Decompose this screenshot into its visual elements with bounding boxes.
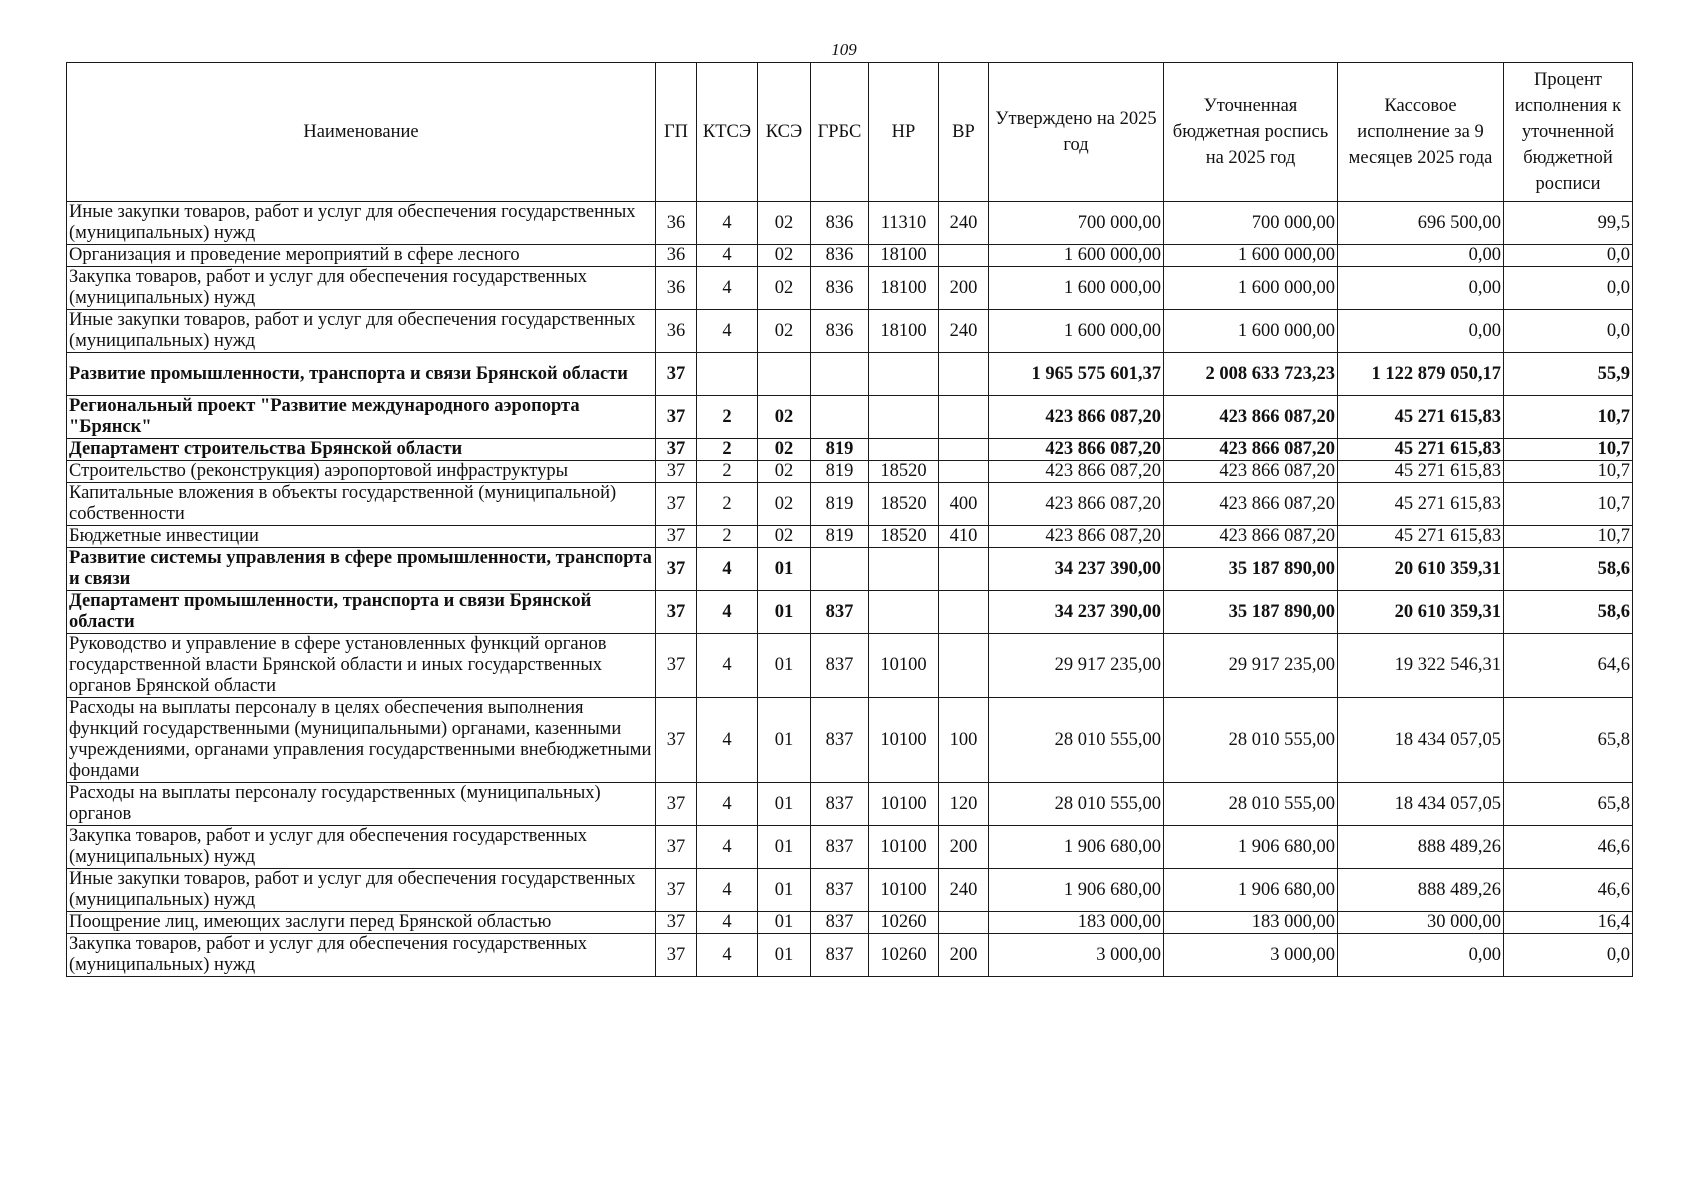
cell-refined: 28 010 555,00 <box>1164 698 1338 783</box>
cell-nr: 18100 <box>869 267 939 310</box>
cell-cash: 45 271 615,83 <box>1338 461 1504 483</box>
cell-approved: 1 906 680,00 <box>989 826 1164 869</box>
cell-cash: 1 122 879 050,17 <box>1338 353 1504 396</box>
cell-name: Организация и проведение мероприятий в сфере лесного <box>67 245 656 267</box>
cell-approved: 34 237 390,00 <box>989 548 1164 591</box>
cell-vr <box>939 634 989 698</box>
table-row <box>67 869 1633 912</box>
cell-name: Развитие промышленности, транспорта и связи Брянской области <box>67 353 656 396</box>
cell-grbs: 837 <box>811 869 869 912</box>
cell-kse: 02 <box>758 461 811 483</box>
cell-percent: 10,7 <box>1504 483 1633 526</box>
cell-cash: 0,00 <box>1338 310 1504 353</box>
cell-approved: 1 906 680,00 <box>989 869 1164 912</box>
cell-percent: 10,7 <box>1504 526 1633 548</box>
cell-approved: 34 237 390,00 <box>989 591 1164 634</box>
cell-cash: 45 271 615,83 <box>1338 483 1504 526</box>
cell-name: Развитие системы управления в сфере промышленности, транспорта и связи <box>67 548 656 591</box>
cell-refined: 28 010 555,00 <box>1164 783 1338 826</box>
cell-name: Иные закупки товаров, работ и услуг для обеспечения государственных (муниципальных) нужд <box>67 869 656 912</box>
header-cash: Кассовое исполнение за 9 месяцев 2025 года <box>1338 63 1504 202</box>
cell-gp: 37 <box>656 698 697 783</box>
cell-name: Капитальные вложения в объекты государственной (муниципальной) собственности <box>67 483 656 526</box>
table-row <box>67 245 1633 267</box>
cell-percent: 46,6 <box>1504 869 1633 912</box>
cell-refined: 1 906 680,00 <box>1164 826 1338 869</box>
cell-approved: 423 866 087,20 <box>989 439 1164 461</box>
cell-kse: 02 <box>758 267 811 310</box>
cell-refined: 1 906 680,00 <box>1164 869 1338 912</box>
table-row <box>67 267 1633 310</box>
cell-approved: 423 866 087,20 <box>989 526 1164 548</box>
cell-percent: 58,6 <box>1504 548 1633 591</box>
cell-vr: 240 <box>939 202 989 245</box>
cell-refined: 35 187 890,00 <box>1164 548 1338 591</box>
header-grbs: ГРБС <box>811 63 869 202</box>
cell-nr <box>869 591 939 634</box>
cell-ktse: 4 <box>697 267 758 310</box>
cell-ktse: 4 <box>697 634 758 698</box>
cell-grbs: 819 <box>811 461 869 483</box>
cell-nr <box>869 548 939 591</box>
cell-approved: 423 866 087,20 <box>989 396 1164 439</box>
header-gp: ГП <box>656 63 697 202</box>
cell-gp: 37 <box>656 461 697 483</box>
cell-percent: 65,8 <box>1504 698 1633 783</box>
cell-approved: 1 600 000,00 <box>989 310 1164 353</box>
header-row <box>67 63 1633 202</box>
header-ktse: КТСЭ <box>697 63 758 202</box>
cell-vr: 200 <box>939 826 989 869</box>
cell-refined: 423 866 087,20 <box>1164 483 1338 526</box>
cell-percent: 10,7 <box>1504 439 1633 461</box>
cell-gp: 37 <box>656 869 697 912</box>
cell-approved: 3 000,00 <box>989 934 1164 977</box>
cell-kse: 01 <box>758 826 811 869</box>
cell-refined: 423 866 087,20 <box>1164 526 1338 548</box>
cell-percent: 10,7 <box>1504 396 1633 439</box>
cell-approved: 29 917 235,00 <box>989 634 1164 698</box>
cell-kse: 01 <box>758 934 811 977</box>
cell-name: Строительство (реконструкция) аэропортовой инфраструктуры <box>67 461 656 483</box>
cell-vr <box>939 591 989 634</box>
cell-name: Иные закупки товаров, работ и услуг для обеспечения государственных (муниципальных) нужд <box>67 310 656 353</box>
cell-cash: 20 610 359,31 <box>1338 591 1504 634</box>
cell-gp: 37 <box>656 783 697 826</box>
cell-name: Закупка товаров, работ и услуг для обеспечения государственных (муниципальных) нужд <box>67 826 656 869</box>
table-row <box>67 439 1633 461</box>
cell-ktse: 4 <box>697 310 758 353</box>
cell-nr: 18520 <box>869 461 939 483</box>
cell-kse: 01 <box>758 783 811 826</box>
cell-vr: 410 <box>939 526 989 548</box>
cell-gp: 37 <box>656 634 697 698</box>
cell-percent: 65,8 <box>1504 783 1633 826</box>
table-row <box>67 202 1633 245</box>
cell-refined: 35 187 890,00 <box>1164 591 1338 634</box>
cell-ktse <box>697 353 758 396</box>
cell-ktse: 4 <box>697 869 758 912</box>
cell-percent: 0,0 <box>1504 310 1633 353</box>
cell-grbs <box>811 548 869 591</box>
cell-refined: 423 866 087,20 <box>1164 396 1338 439</box>
cell-refined: 1 600 000,00 <box>1164 267 1338 310</box>
cell-grbs: 836 <box>811 245 869 267</box>
cell-approved: 1 965 575 601,37 <box>989 353 1164 396</box>
cell-vr <box>939 439 989 461</box>
cell-nr: 10260 <box>869 912 939 934</box>
cell-nr <box>869 396 939 439</box>
cell-grbs: 837 <box>811 934 869 977</box>
table-row <box>67 591 1633 634</box>
cell-gp: 37 <box>656 396 697 439</box>
cell-cash: 45 271 615,83 <box>1338 439 1504 461</box>
cell-vr: 120 <box>939 783 989 826</box>
cell-nr: 10100 <box>869 783 939 826</box>
cell-cash: 18 434 057,05 <box>1338 698 1504 783</box>
cell-gp: 36 <box>656 310 697 353</box>
cell-vr: 400 <box>939 483 989 526</box>
budget-table <box>66 62 1633 977</box>
cell-nr: 18520 <box>869 526 939 548</box>
cell-gp: 37 <box>656 591 697 634</box>
cell-grbs: 837 <box>811 912 869 934</box>
cell-grbs: 836 <box>811 202 869 245</box>
cell-kse: 01 <box>758 698 811 783</box>
cell-kse: 02 <box>758 396 811 439</box>
cell-cash: 888 489,26 <box>1338 869 1504 912</box>
header-nr: НР <box>869 63 939 202</box>
cell-cash: 45 271 615,83 <box>1338 396 1504 439</box>
cell-name: Закупка товаров, работ и услуг для обеспечения государственных (муниципальных) нужд <box>67 934 656 977</box>
page-number: 109 <box>831 40 857 59</box>
cell-gp: 37 <box>656 548 697 591</box>
table-row <box>67 353 1633 396</box>
cell-nr <box>869 353 939 396</box>
cell-cash: 888 489,26 <box>1338 826 1504 869</box>
cell-cash: 0,00 <box>1338 267 1504 310</box>
cell-grbs: 819 <box>811 483 869 526</box>
cell-ktse: 4 <box>697 591 758 634</box>
header-percent: Процент исполнения к уточненной бюджетной росписи <box>1504 63 1633 202</box>
cell-name: Департамент промышленности, транспорта и связи Брянской области <box>67 591 656 634</box>
cell-percent: 99,5 <box>1504 202 1633 245</box>
cell-ktse: 4 <box>697 826 758 869</box>
cell-name: Расходы на выплаты персоналу государственных (муниципальных) органов <box>67 783 656 826</box>
cell-ktse: 2 <box>697 483 758 526</box>
table-row <box>67 396 1633 439</box>
cell-vr: 100 <box>939 698 989 783</box>
cell-refined: 1 600 000,00 <box>1164 245 1338 267</box>
cell-gp: 37 <box>656 439 697 461</box>
cell-percent: 55,9 <box>1504 353 1633 396</box>
cell-ktse: 4 <box>697 548 758 591</box>
table-row <box>67 783 1633 826</box>
cell-nr: 11310 <box>869 202 939 245</box>
cell-grbs: 837 <box>811 826 869 869</box>
cell-nr: 18100 <box>869 310 939 353</box>
cell-gp: 37 <box>656 353 697 396</box>
cell-vr: 240 <box>939 310 989 353</box>
cell-grbs: 837 <box>811 698 869 783</box>
cell-grbs <box>811 396 869 439</box>
table-row <box>67 526 1633 548</box>
cell-kse: 02 <box>758 526 811 548</box>
cell-grbs <box>811 353 869 396</box>
cell-cash: 30 000,00 <box>1338 912 1504 934</box>
cell-vr: 200 <box>939 934 989 977</box>
cell-percent: 16,4 <box>1504 912 1633 934</box>
cell-ktse: 2 <box>697 526 758 548</box>
table-row <box>67 483 1633 526</box>
cell-kse: 01 <box>758 591 811 634</box>
cell-percent: 0,0 <box>1504 267 1633 310</box>
cell-refined: 700 000,00 <box>1164 202 1338 245</box>
cell-approved: 1 600 000,00 <box>989 245 1164 267</box>
cell-kse: 02 <box>758 202 811 245</box>
cell-nr: 10260 <box>869 934 939 977</box>
cell-name: Закупка товаров, работ и услуг для обеспечения государственных (муниципальных) нужд <box>67 267 656 310</box>
cell-percent: 0,0 <box>1504 934 1633 977</box>
cell-refined: 29 917 235,00 <box>1164 634 1338 698</box>
cell-kse: 01 <box>758 548 811 591</box>
cell-kse: 02 <box>758 439 811 461</box>
table-row <box>67 698 1633 783</box>
cell-ktse: 4 <box>697 783 758 826</box>
table-row <box>67 634 1633 698</box>
cell-grbs: 837 <box>811 634 869 698</box>
cell-refined: 3 000,00 <box>1164 934 1338 977</box>
cell-gp: 37 <box>656 483 697 526</box>
cell-gp: 36 <box>656 267 697 310</box>
cell-gp: 36 <box>656 245 697 267</box>
cell-approved: 28 010 555,00 <box>989 783 1164 826</box>
cell-grbs: 837 <box>811 783 869 826</box>
cell-vr <box>939 396 989 439</box>
cell-nr: 18100 <box>869 245 939 267</box>
table-row <box>67 826 1633 869</box>
cell-nr: 10100 <box>869 634 939 698</box>
cell-cash: 20 610 359,31 <box>1338 548 1504 591</box>
cell-approved: 28 010 555,00 <box>989 698 1164 783</box>
cell-grbs: 819 <box>811 439 869 461</box>
cell-cash: 0,00 <box>1338 245 1504 267</box>
cell-kse: 01 <box>758 912 811 934</box>
cell-ktse: 4 <box>697 202 758 245</box>
cell-gp: 36 <box>656 202 697 245</box>
cell-ktse: 2 <box>697 461 758 483</box>
cell-percent: 64,6 <box>1504 634 1633 698</box>
cell-grbs: 836 <box>811 310 869 353</box>
cell-vr <box>939 461 989 483</box>
cell-nr: 10100 <box>869 826 939 869</box>
cell-refined: 183 000,00 <box>1164 912 1338 934</box>
cell-cash: 696 500,00 <box>1338 202 1504 245</box>
cell-kse <box>758 353 811 396</box>
cell-vr <box>939 245 989 267</box>
table-row <box>67 934 1633 977</box>
cell-percent: 46,6 <box>1504 826 1633 869</box>
cell-ktse: 4 <box>697 698 758 783</box>
cell-gp: 37 <box>656 934 697 977</box>
cell-vr: 200 <box>939 267 989 310</box>
cell-gp: 37 <box>656 826 697 869</box>
cell-name: Иные закупки товаров, работ и услуг для обеспечения государственных (муниципальных) нужд <box>67 202 656 245</box>
cell-kse: 02 <box>758 245 811 267</box>
cell-approved: 700 000,00 <box>989 202 1164 245</box>
cell-grbs: 836 <box>811 267 869 310</box>
cell-name: Департамент строительства Брянской области <box>67 439 656 461</box>
cell-vr: 240 <box>939 869 989 912</box>
cell-ktse: 2 <box>697 396 758 439</box>
cell-grbs: 837 <box>811 591 869 634</box>
cell-name: Расходы на выплаты персоналу в целях обеспечения выполнения функций государственными (муниципальными) органами, казенными учреждениями, органами управления государственными внебюджетными фондами <box>67 698 656 783</box>
cell-kse: 01 <box>758 869 811 912</box>
cell-gp: 37 <box>656 912 697 934</box>
cell-cash: 45 271 615,83 <box>1338 526 1504 548</box>
header-refined: Уточненная бюджетная роспись на 2025 год <box>1164 63 1338 202</box>
cell-cash: 19 322 546,31 <box>1338 634 1504 698</box>
cell-ktse: 2 <box>697 439 758 461</box>
cell-gp: 37 <box>656 526 697 548</box>
cell-name: Поощрение лиц, имеющих заслуги перед Брянской областью <box>67 912 656 934</box>
table-row <box>67 310 1633 353</box>
cell-nr: 10100 <box>869 869 939 912</box>
cell-refined: 2 008 633 723,23 <box>1164 353 1338 396</box>
cell-refined: 423 866 087,20 <box>1164 439 1338 461</box>
cell-name: Руководство и управление в сфере установленных функций органов государственной власти Брянской области и иных государственных органов Брянской области <box>67 634 656 698</box>
cell-nr <box>869 439 939 461</box>
cell-percent: 0,0 <box>1504 245 1633 267</box>
cell-cash: 0,00 <box>1338 934 1504 977</box>
cell-cash: 18 434 057,05 <box>1338 783 1504 826</box>
cell-grbs: 819 <box>811 526 869 548</box>
cell-ktse: 4 <box>697 245 758 267</box>
cell-approved: 183 000,00 <box>989 912 1164 934</box>
table-row <box>67 548 1633 591</box>
cell-kse: 02 <box>758 310 811 353</box>
cell-ktse: 4 <box>697 934 758 977</box>
cell-refined: 423 866 087,20 <box>1164 461 1338 483</box>
cell-ktse: 4 <box>697 912 758 934</box>
cell-nr: 18520 <box>869 483 939 526</box>
cell-nr: 10100 <box>869 698 939 783</box>
header-approved: Утверждено на 2025 год <box>989 63 1164 202</box>
cell-name: Региональный проект "Развитие международного аэропорта "Брянск" <box>67 396 656 439</box>
cell-percent: 10,7 <box>1504 461 1633 483</box>
header-kse: КСЭ <box>758 63 811 202</box>
cell-vr <box>939 353 989 396</box>
cell-approved: 423 866 087,20 <box>989 483 1164 526</box>
cell-vr <box>939 912 989 934</box>
cell-approved: 1 600 000,00 <box>989 267 1164 310</box>
table-row <box>67 461 1633 483</box>
cell-kse: 01 <box>758 634 811 698</box>
header-name: Наименование <box>67 63 656 202</box>
header-vr: ВР <box>939 63 989 202</box>
cell-percent: 58,6 <box>1504 591 1633 634</box>
cell-refined: 1 600 000,00 <box>1164 310 1338 353</box>
table-body <box>67 202 1633 977</box>
cell-kse: 02 <box>758 483 811 526</box>
cell-approved: 423 866 087,20 <box>989 461 1164 483</box>
cell-vr <box>939 548 989 591</box>
table-row <box>67 912 1633 934</box>
cell-name: Бюджетные инвестиции <box>67 526 656 548</box>
